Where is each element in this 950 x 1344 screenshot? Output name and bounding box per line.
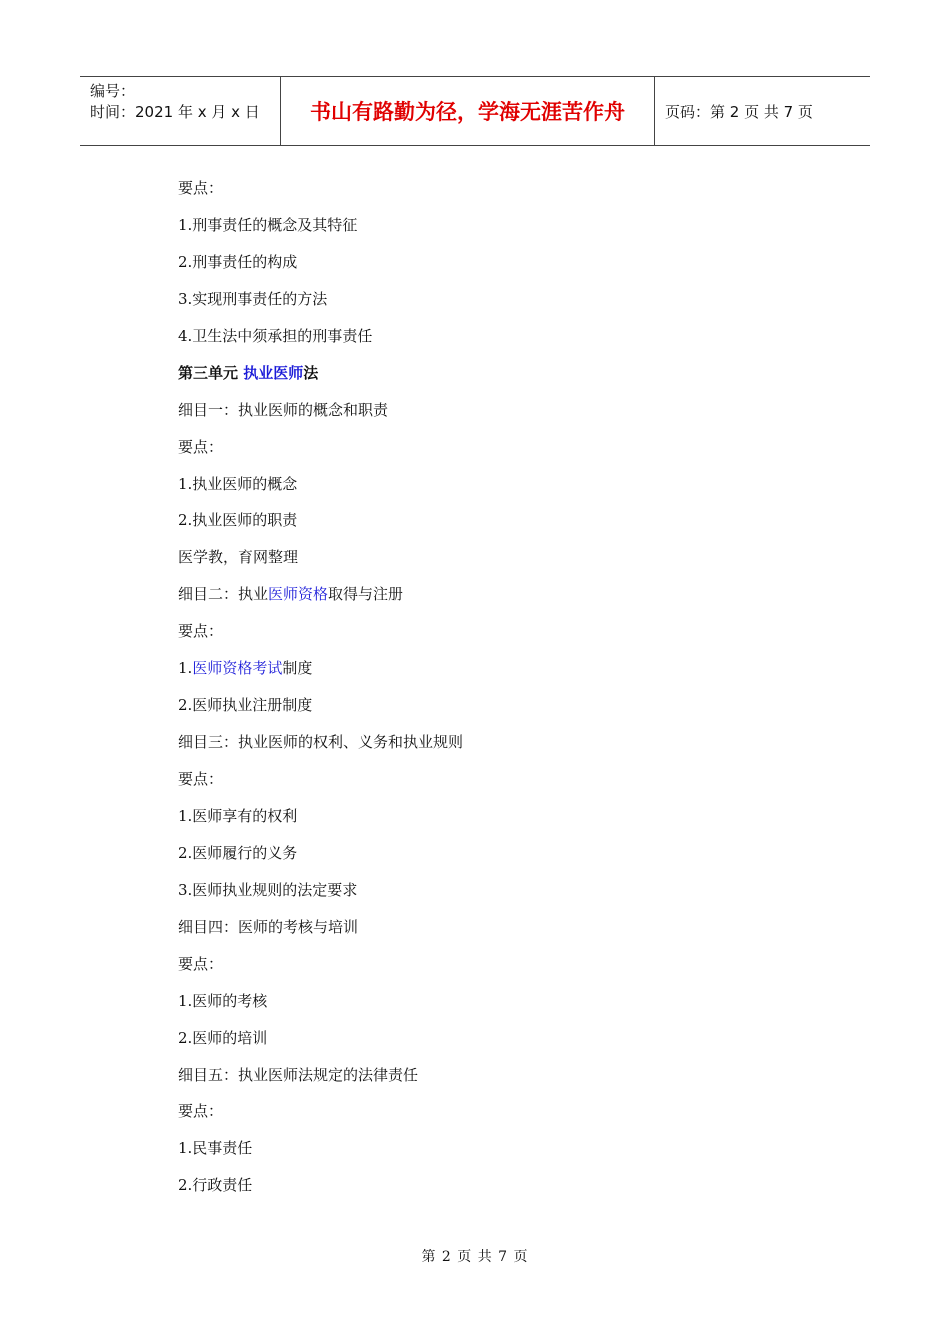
list-item: 1.执业医师的概念 — [178, 474, 298, 493]
key-points-label: 要点： — [178, 437, 224, 456]
unit-heading-prefix: 第三单元 — [178, 363, 244, 382]
section-heading: 细目五：执业医师法规定的法律责任 — [178, 1065, 419, 1084]
section-heading: 细目四：医师的考核与培训 — [178, 917, 359, 936]
page-footer — [0, 1246, 950, 1266]
unit-heading — [178, 361, 818, 398]
section-heading: 细目三：执业医师的权利、义务和执业规则 — [178, 733, 464, 752]
section-heading — [178, 582, 818, 619]
header-page-cell — [655, 77, 870, 145]
section-heading: 细目一：执业医师的概念和职责 — [178, 400, 389, 419]
list-item: 2.医师的培训 — [178, 1028, 268, 1047]
list-item: 2.执业医师的职责 — [178, 511, 298, 530]
list-item: 3.实现刑事责任的方法 — [178, 289, 328, 308]
list-item: 2.行政责任 — [178, 1176, 253, 1195]
list-item: 3.医师执业规则的法定要求 — [178, 880, 358, 899]
list-item: 2.医师履行的义务 — [178, 843, 298, 862]
list-item: 4.卫生法中须承担的刑事责任 — [178, 326, 373, 345]
exam-link[interactable]: 医师资格考试 — [192, 659, 283, 678]
list-item: 1.民事责任 — [178, 1139, 253, 1158]
key-points-label: 要点： — [178, 770, 224, 788]
list-item-number: 1. — [178, 659, 193, 678]
document-number-label: 编号： — [90, 82, 136, 100]
watermark-note: 医学教，育网整理 — [178, 548, 299, 567]
list-item-suffix: 制度 — [282, 659, 313, 678]
header-page-number: 页码：第 2 页 共 7 页 — [665, 102, 813, 121]
unit-heading-suffix: 法 — [303, 363, 319, 382]
list-item: 1.医师享有的权利 — [178, 806, 298, 825]
motto-text: 书山有路勤为径，学海无涯苦作舟 — [310, 100, 625, 124]
list-item: 2.刑事责任的构成 — [178, 252, 298, 271]
section-heading-prefix: 细目二：执业 — [178, 585, 269, 604]
header-info-cell — [80, 77, 281, 145]
key-points-label: 要点： — [178, 1102, 224, 1121]
list-item: 1.刑事责任的概念及其特征 — [178, 215, 358, 234]
footer-page-number: 第 2 页 共 7 页 — [421, 1249, 529, 1265]
document-time-label: 时间：2021 年 x 月 x 日 — [90, 103, 260, 121]
page-header — [80, 76, 870, 146]
list-item: 2.医师执业注册制度 — [178, 696, 313, 715]
list-item: 1.医师的考核 — [178, 991, 268, 1010]
list-item — [178, 656, 818, 693]
qualification-link[interactable]: 医师资格 — [268, 585, 329, 604]
key-points-label: 要点： — [178, 622, 224, 641]
key-points-label: 要点： — [178, 179, 224, 197]
physician-link[interactable]: 执业医师 — [243, 363, 304, 382]
section-heading-suffix: 取得与注册 — [328, 585, 404, 604]
key-points-label: 要点： — [178, 954, 224, 973]
document-body — [178, 176, 818, 1210]
header-motto-cell — [281, 77, 655, 145]
